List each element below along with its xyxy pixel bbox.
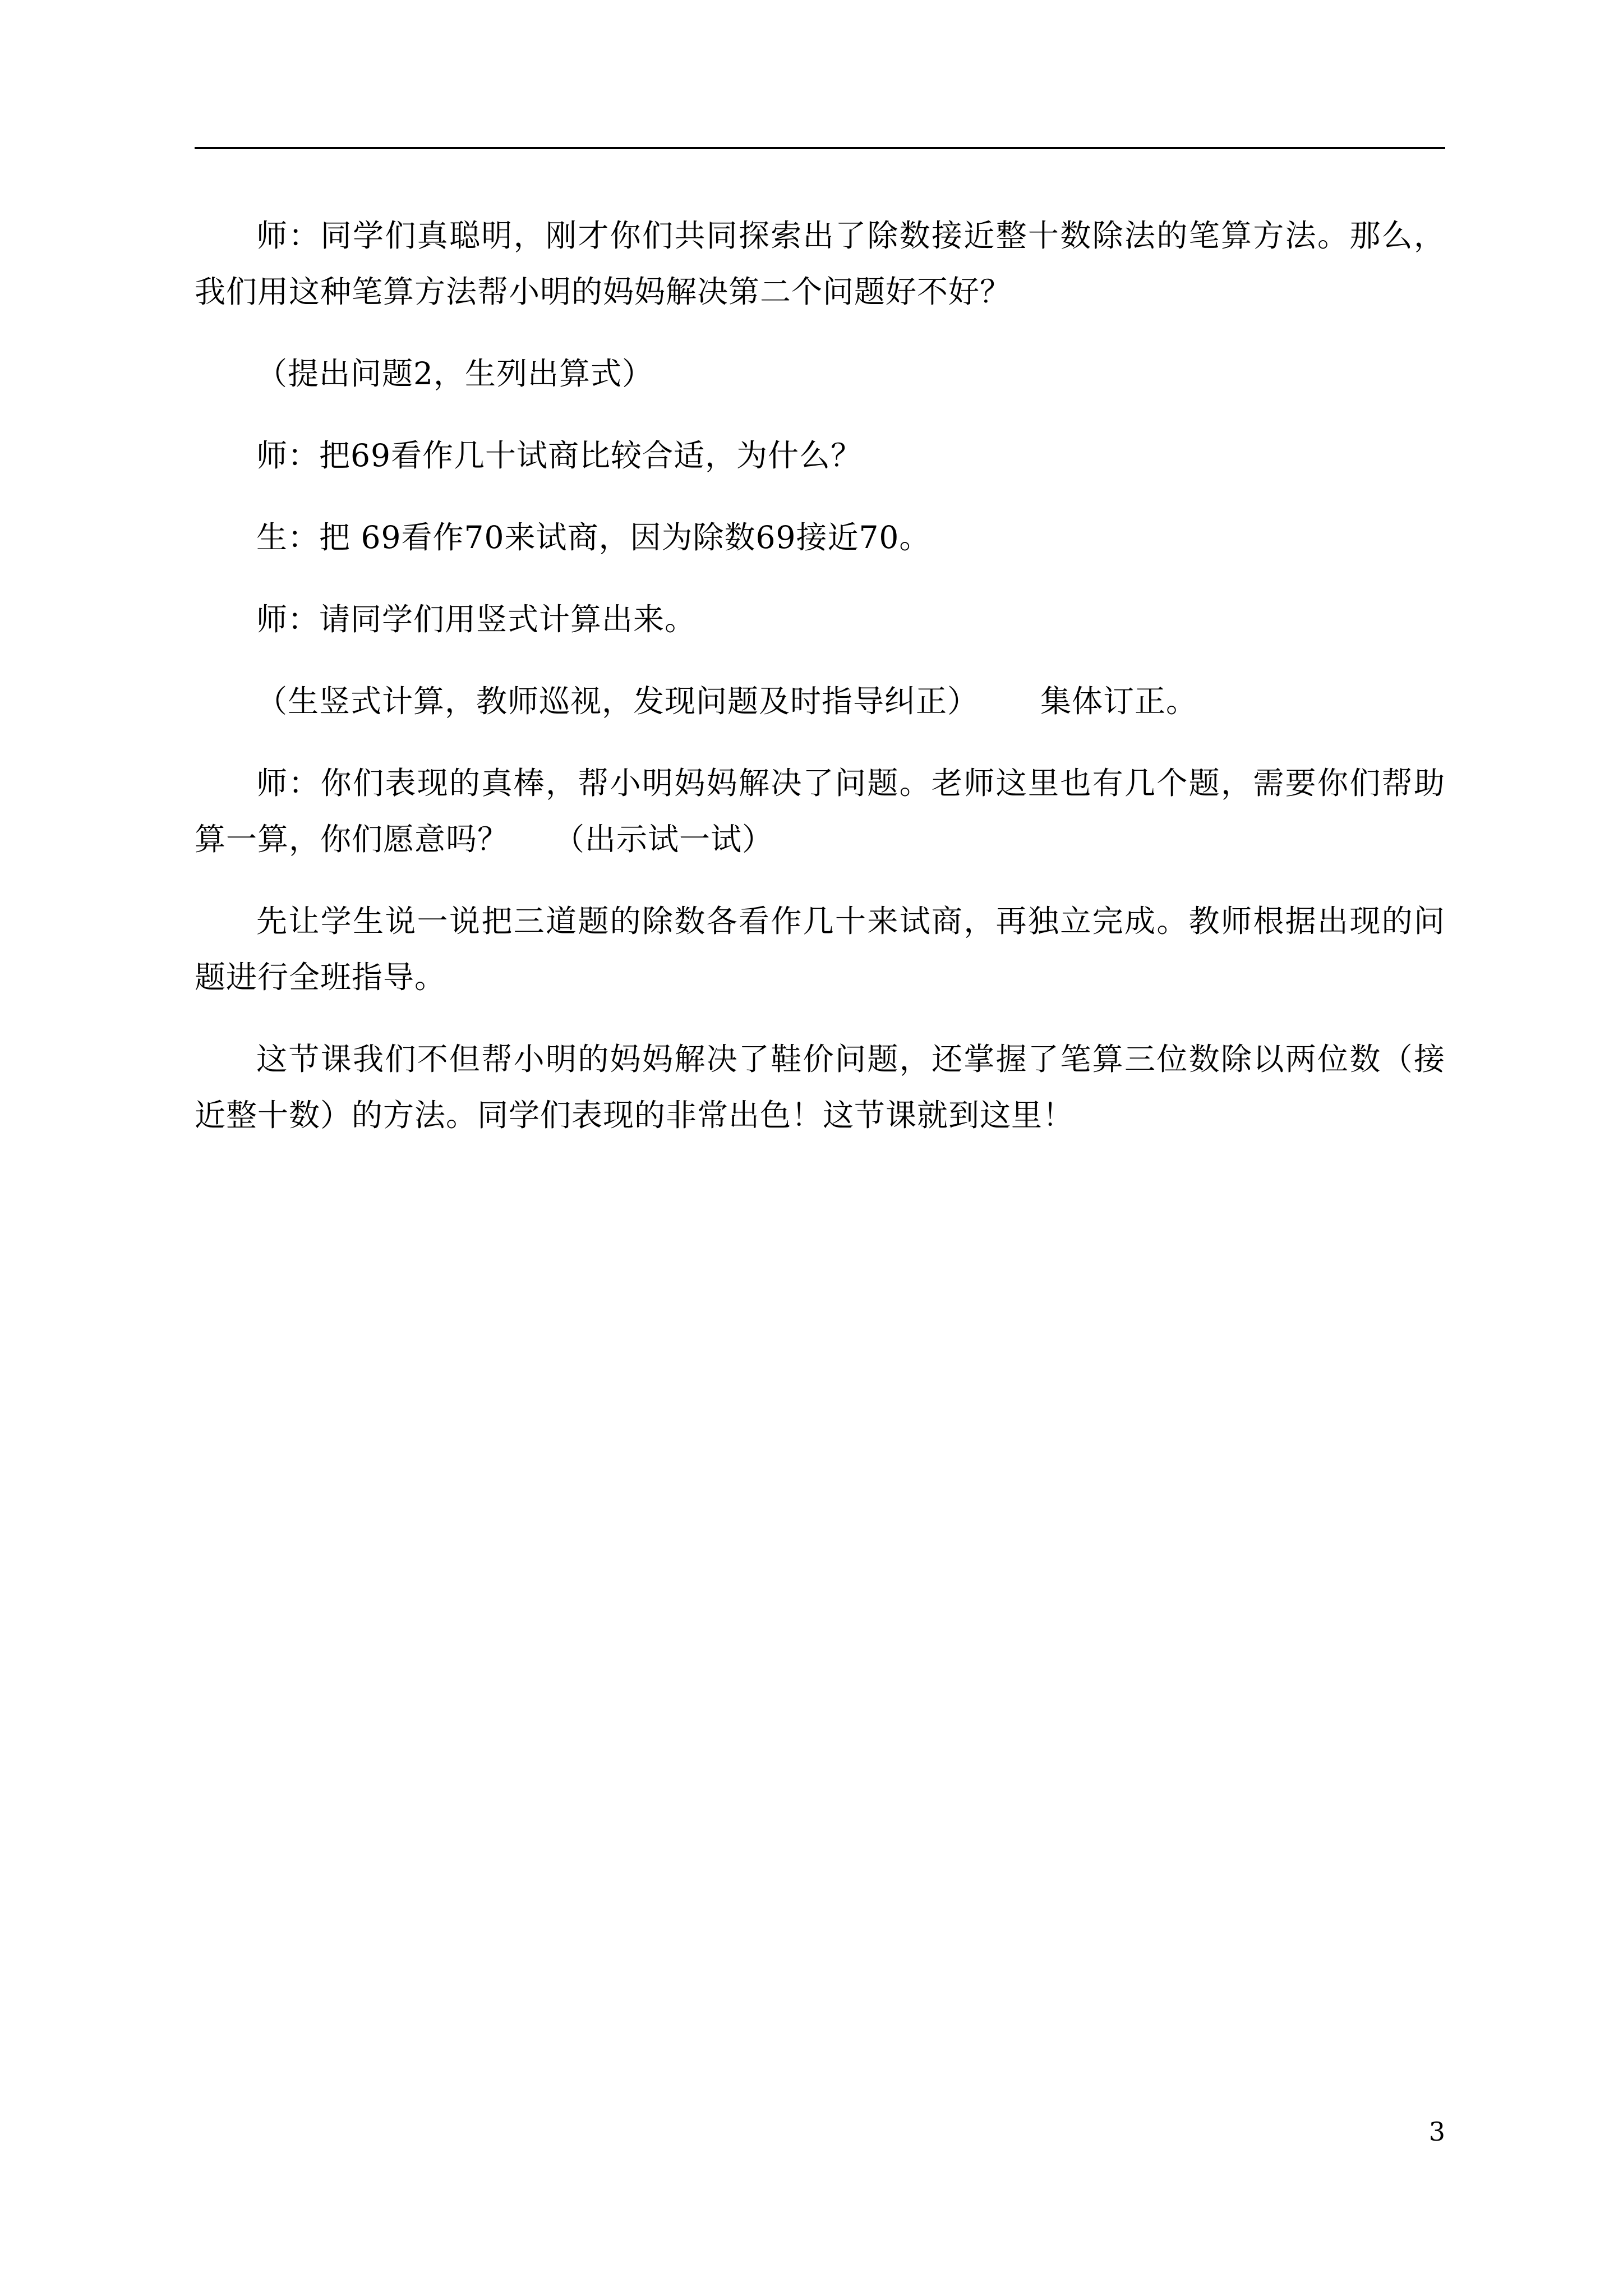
paragraph-teacher-instruction	[195, 591, 1445, 647]
paragraph-text-part-b: 集体订正。	[1040, 683, 1198, 719]
paragraph-text-part-a: （生竖式计算，教师巡视，发现问题及时指导纠正）	[256, 683, 979, 719]
document-body	[195, 208, 1445, 1169]
paragraph-text-part-a: 师：你们表现的真棒，帮小明妈妈解决了问题。老师这里也有几个题，需要你们帮助算一算，你们愿意吗？	[195, 765, 1445, 857]
paragraph-teacher-encouragement	[195, 755, 1445, 867]
paragraph-vertical-calculation	[195, 673, 1445, 729]
paragraph-text: 师：同学们真聪明，刚才你们共同探索出了除数接近整十数除法的笔算方法。那么，我们用这种笔算方法帮小明的妈妈解决第二个问题好不好？	[195, 218, 1445, 310]
paragraph-lesson-summary	[195, 1031, 1445, 1143]
page-number: 3	[1428, 2116, 1445, 2147]
paragraph-text: 师：把69看作几十试商比较合适，为什么？	[256, 438, 862, 473]
paragraph-text: 先让学生说一说把三道题的除数各看作几十来试商，再独立完成。教师根据出现的问题进行全班指导。	[195, 903, 1445, 995]
paragraph-student-answer	[195, 509, 1445, 565]
paragraph-student-practice	[195, 893, 1445, 1005]
paragraph-text-part-b: （出示试一试）	[554, 821, 774, 857]
paragraph-problem-two	[195, 346, 1445, 402]
header-rule	[195, 147, 1445, 149]
paragraph-teacher-praise	[195, 208, 1445, 320]
paragraph-text: 生：把 69看作70来试商，因为除数69接近70。	[256, 519, 931, 555]
paragraph-teacher-question	[195, 427, 1445, 484]
paragraph-text: （提出问题2，生列出算式）	[256, 356, 653, 392]
paragraph-text: 这节课我们不但帮小明的妈妈解决了鞋价问题，还掌握了笔算三位数除以两位数（接近整十数）的方法。同学们表现的非常出色！这节课就到这里！	[195, 1041, 1445, 1133]
paragraph-text: 师：请同学们用竖式计算出来。	[256, 601, 697, 637]
